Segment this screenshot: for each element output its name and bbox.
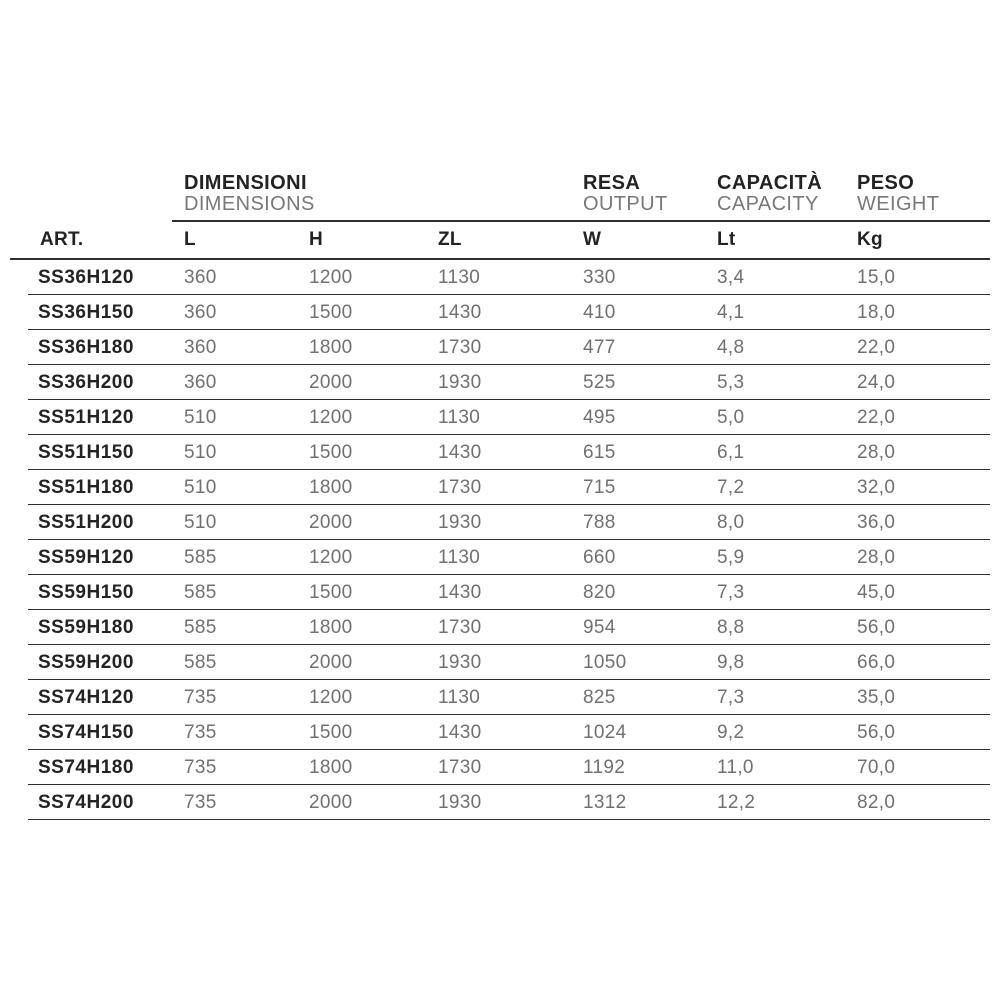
- column-header-zl: ZL: [438, 229, 462, 250]
- cell-zl: 1730: [438, 756, 482, 778]
- group-output: [571, 173, 705, 215]
- cell-lt: 11,0: [717, 756, 754, 778]
- column-header-w: W: [583, 229, 602, 250]
- column-header-lt: Lt: [717, 229, 736, 250]
- cell-kg: 32,0: [857, 476, 896, 498]
- cell-zl: 1430: [438, 441, 482, 463]
- cell-zl: 1430: [438, 721, 482, 743]
- group-dimensions-label: DIMENSIONI: [184, 172, 307, 194]
- cell-kg: 56,0: [857, 721, 896, 743]
- table-row: [10, 575, 990, 610]
- cell-h: 2000: [309, 651, 353, 673]
- group-dimensions-sublabel: DIMENSIONS: [184, 193, 315, 215]
- table-row: [10, 540, 990, 575]
- cell-l: 735: [184, 686, 217, 708]
- cell-kg: 56,0: [857, 616, 896, 638]
- cell-l: 585: [184, 616, 217, 638]
- cell-lt: 8,8: [717, 616, 745, 638]
- cell-art: SS74H120: [38, 686, 134, 708]
- group-weight-sublabel: WEIGHT: [857, 193, 940, 215]
- cell-lt: 3,4: [717, 266, 745, 288]
- cell-zl: 1430: [438, 581, 482, 603]
- cell-l: 510: [184, 441, 217, 463]
- column-header-kg: Kg: [857, 229, 883, 250]
- cell-h: 1500: [309, 721, 353, 743]
- column-header-art: ART.: [40, 229, 84, 250]
- table-row: [10, 400, 990, 435]
- cell-lt: 5,0: [717, 406, 745, 428]
- table-row: [10, 645, 990, 680]
- table-body: [10, 260, 990, 820]
- group-capacity-sublabel: CAPACITY: [717, 193, 819, 215]
- cell-zl: 1930: [438, 511, 482, 533]
- cell-art: SS59H200: [38, 651, 134, 673]
- cell-art: SS59H120: [38, 546, 134, 568]
- cell-zl: 1730: [438, 616, 482, 638]
- cell-h: 1200: [309, 266, 353, 288]
- group-dimensions: [172, 172, 315, 215]
- cell-art: SS51H200: [38, 511, 134, 533]
- cell-art: SS74H200: [38, 791, 134, 813]
- cell-w: 1050: [583, 651, 627, 673]
- cell-lt: 7,3: [717, 581, 745, 603]
- cell-h: 1200: [309, 686, 353, 708]
- cell-l: 360: [184, 336, 217, 358]
- cell-lt: 4,8: [717, 336, 745, 358]
- cell-w: 495: [583, 406, 616, 428]
- cell-kg: 22,0: [857, 336, 896, 358]
- cell-kg: 28,0: [857, 546, 896, 568]
- cell-l: 585: [184, 651, 217, 673]
- group-output-label: RESA: [583, 172, 641, 194]
- cell-kg: 82,0: [857, 791, 896, 813]
- cell-kg: 24,0: [857, 371, 896, 393]
- cell-l: 360: [184, 301, 217, 323]
- table-row: [10, 470, 990, 505]
- cell-lt: 9,8: [717, 651, 745, 673]
- cell-h: 1800: [309, 336, 353, 358]
- cell-kg: 45,0: [857, 581, 896, 603]
- group-weight-label: PESO: [857, 172, 915, 194]
- table-row: [10, 260, 990, 295]
- cell-w: 1192: [583, 756, 626, 778]
- cell-lt: 5,3: [717, 371, 745, 393]
- cell-w: 825: [583, 686, 616, 708]
- cell-w: 410: [583, 301, 616, 323]
- cell-lt: 6,1: [717, 441, 745, 463]
- table-row: [10, 680, 990, 715]
- cell-kg: 35,0: [857, 686, 896, 708]
- cell-h: 1500: [309, 301, 353, 323]
- cell-lt: 8,0: [717, 511, 745, 533]
- cell-kg: 70,0: [857, 756, 896, 778]
- group-weight: [845, 173, 990, 215]
- cell-art: SS74H150: [38, 721, 134, 743]
- cell-art: SS59H180: [38, 616, 134, 638]
- group-header-row: [10, 173, 990, 215]
- cell-w: 477: [583, 336, 616, 358]
- cell-zl: 1430: [438, 301, 482, 323]
- cell-art: SS51H120: [38, 406, 134, 428]
- cell-zl: 1130: [438, 266, 481, 288]
- cell-kg: 28,0: [857, 441, 896, 463]
- cell-l: 585: [184, 581, 217, 603]
- cell-h: 1200: [309, 406, 353, 428]
- spec-table: [10, 173, 990, 820]
- cell-l: 735: [184, 756, 217, 778]
- cell-h: 1800: [309, 756, 353, 778]
- cell-zl: 1130: [438, 546, 481, 568]
- cell-h: 1800: [309, 476, 353, 498]
- group-capacity: [705, 173, 845, 215]
- cell-kg: 15,0: [857, 266, 896, 288]
- table-row: [10, 330, 990, 365]
- table-row: [10, 715, 990, 750]
- cell-art: SS74H180: [38, 756, 134, 778]
- cell-kg: 66,0: [857, 651, 896, 673]
- table-row: [10, 750, 990, 785]
- cell-w: 525: [583, 371, 616, 393]
- table-row: [10, 295, 990, 330]
- cell-zl: 1130: [438, 406, 481, 428]
- cell-art: SS51H180: [38, 476, 134, 498]
- table-row: [10, 785, 990, 820]
- cell-kg: 22,0: [857, 406, 896, 428]
- table-row: [10, 435, 990, 470]
- cell-art: SS36H200: [38, 371, 134, 393]
- table-row: [10, 505, 990, 540]
- cell-l: 360: [184, 371, 217, 393]
- cell-h: 1200: [309, 546, 353, 568]
- cell-w: 715: [583, 476, 616, 498]
- cell-lt: 4,1: [717, 301, 745, 323]
- cell-w: 954: [583, 616, 616, 638]
- cell-w: 330: [583, 266, 616, 288]
- cell-l: 735: [184, 721, 217, 743]
- cell-l: 585: [184, 546, 217, 568]
- cell-zl: 1730: [438, 336, 482, 358]
- column-header-row: [10, 222, 990, 260]
- cell-zl: 1130: [438, 686, 481, 708]
- cell-h: 1500: [309, 441, 353, 463]
- cell-zl: 1930: [438, 651, 482, 673]
- cell-zl: 1930: [438, 791, 482, 813]
- cell-w: 1024: [583, 721, 627, 743]
- cell-h: 2000: [309, 511, 353, 533]
- cell-w: 788: [583, 511, 616, 533]
- cell-kg: 18,0: [857, 301, 896, 323]
- cell-lt: 9,2: [717, 721, 745, 743]
- cell-lt: 7,2: [717, 476, 745, 498]
- cell-w: 1312: [583, 791, 627, 813]
- column-header-h: H: [309, 229, 324, 250]
- cell-kg: 36,0: [857, 511, 896, 533]
- cell-h: 2000: [309, 791, 353, 813]
- table-row: [10, 365, 990, 400]
- cell-lt: 5,9: [717, 546, 745, 568]
- cell-art: SS59H150: [38, 581, 134, 603]
- cell-w: 820: [583, 581, 616, 603]
- cell-art: SS36H180: [38, 336, 134, 358]
- cell-l: 360: [184, 266, 217, 288]
- cell-art: SS36H150: [38, 301, 134, 323]
- cell-l: 735: [184, 791, 217, 813]
- cell-l: 510: [184, 511, 217, 533]
- cell-h: 1500: [309, 581, 353, 603]
- cell-zl: 1930: [438, 371, 482, 393]
- cell-lt: 12,2: [717, 791, 756, 813]
- group-output-sublabel: OUTPUT: [583, 193, 668, 215]
- column-header-l: L: [184, 229, 196, 250]
- cell-w: 660: [583, 546, 616, 568]
- cell-l: 510: [184, 406, 217, 428]
- cell-lt: 7,3: [717, 686, 745, 708]
- cell-l: 510: [184, 476, 217, 498]
- cell-art: SS36H120: [38, 266, 134, 288]
- cell-w: 615: [583, 441, 616, 463]
- cell-art: SS51H150: [38, 441, 134, 463]
- cell-zl: 1730: [438, 476, 482, 498]
- cell-h: 2000: [309, 371, 353, 393]
- table-row: [10, 610, 990, 645]
- cell-h: 1800: [309, 616, 353, 638]
- group-capacity-label: CAPACITÀ: [717, 172, 823, 194]
